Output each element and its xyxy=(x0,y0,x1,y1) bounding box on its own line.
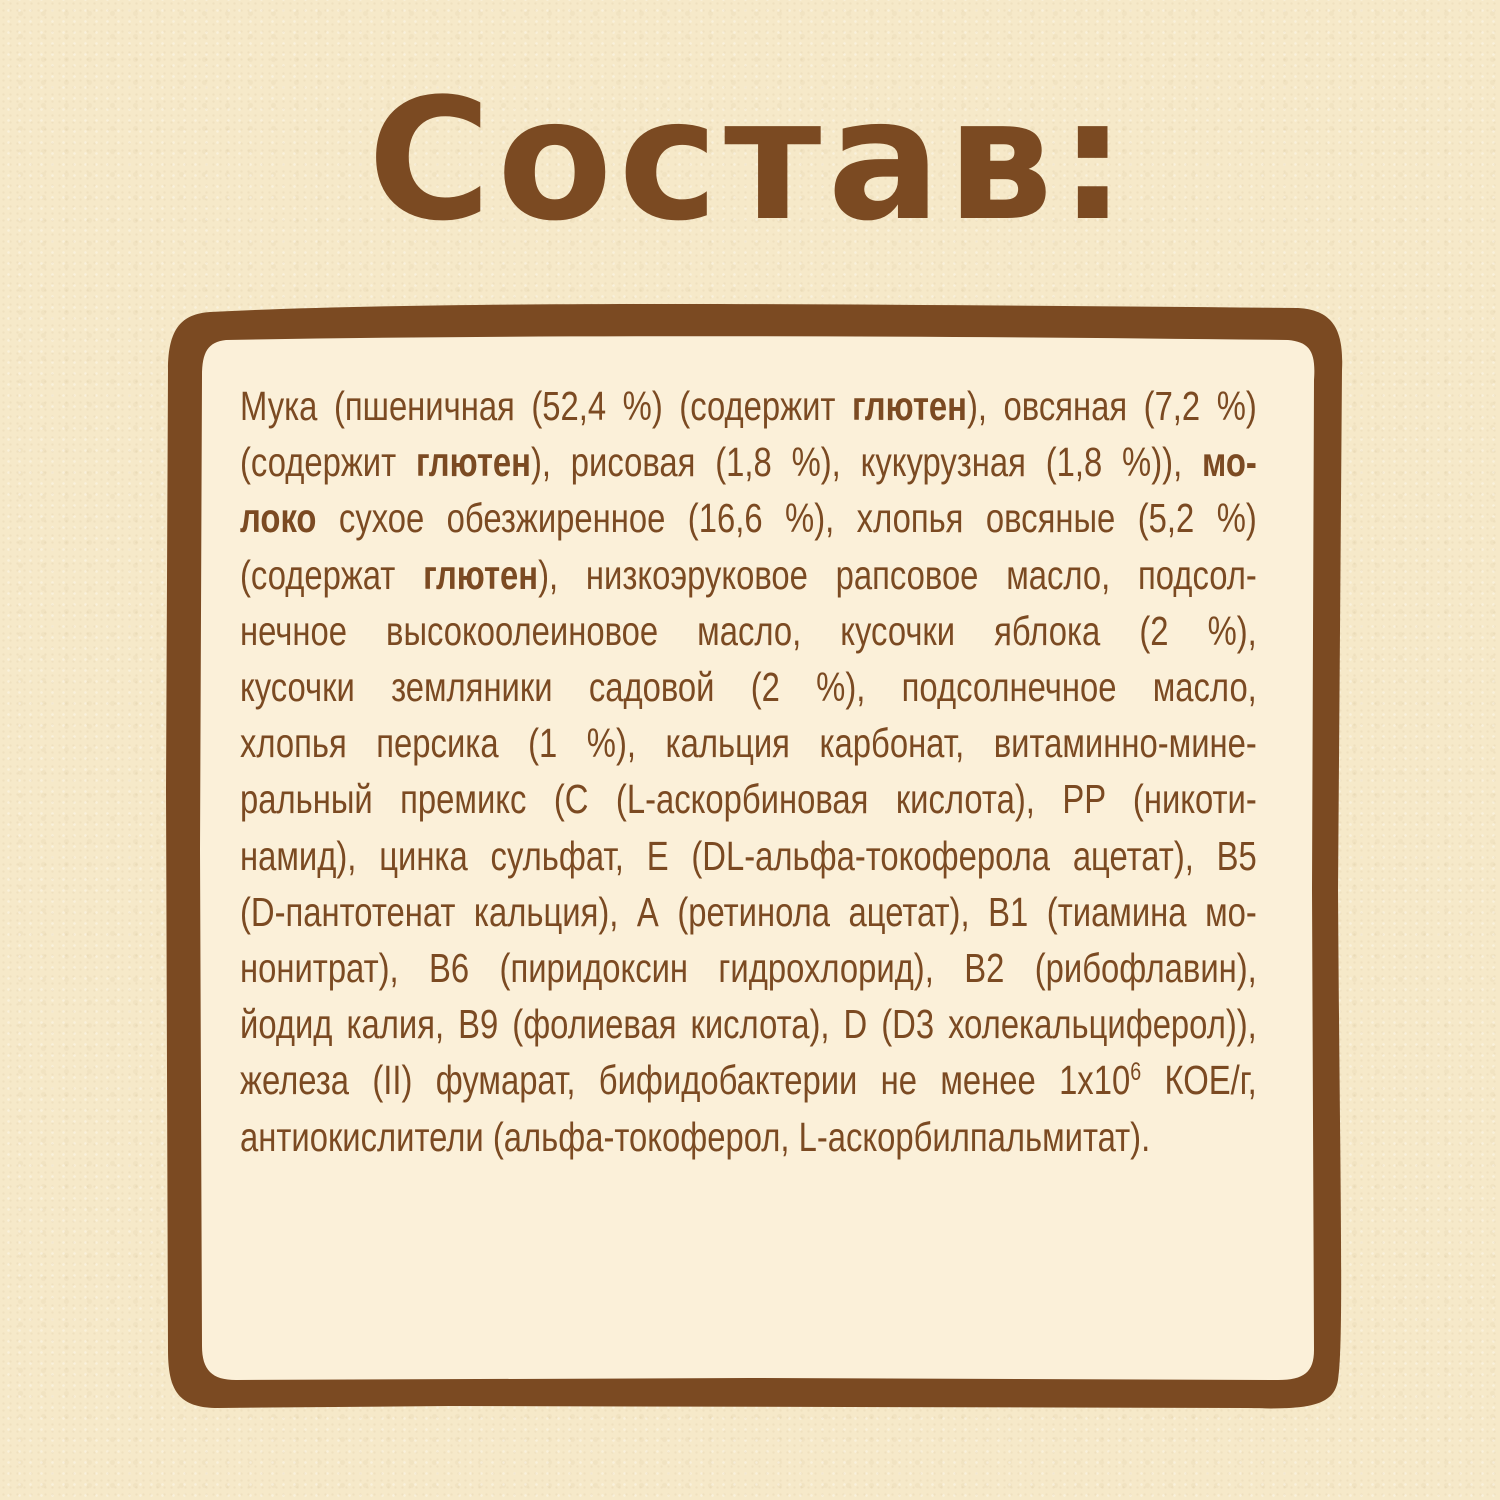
ingredient-text-segment: антиокислители (альфа-токоферол, L-аскорбилпальмитат). xyxy=(240,1113,1151,1160)
exponent: 6 xyxy=(1130,1059,1142,1087)
ingredient-text-segment: Мука (пшеничная (52,4 %) (содержит xyxy=(240,383,852,429)
ingredient-text-segment: нечное высокоолеиновое масло, кусочки яблока (2 %), xyxy=(240,607,1257,654)
allergen-highlight: глютен xyxy=(415,439,531,486)
ingredient-text-segment: сухое обезжиренное (16,6 %), хлопья овсяные (5,2 %) xyxy=(316,495,1257,542)
allergen-highlight: глютен xyxy=(423,551,539,598)
ingredient-line xyxy=(240,771,1257,827)
ingredient-text-segment: нонитрат), В6 (пиридоксин гидрохлорид), В2 (рибофлавин), xyxy=(240,945,1257,992)
ingredient-text-segment: намид), цинка сульфат, Е (DL-альфа-токоферола ацетат), В5 xyxy=(240,832,1257,879)
ingredient-text-segment: йодид калия, В9 (фолиевая кислота), D (D3 холекальциферол)), xyxy=(240,1001,1257,1048)
ingredient-text-segment: железа (II) фумарат, бифидобактерии не менее 1х10 xyxy=(240,1057,1131,1104)
ingredient-line xyxy=(240,940,1257,996)
ingredient-line xyxy=(240,378,1257,434)
ingredient-text-segment: (содержит xyxy=(240,439,416,486)
page-title: Состав: xyxy=(367,62,1133,258)
ingredients-text xyxy=(240,378,1257,1165)
ingredient-line xyxy=(240,884,1257,940)
ingredient-line xyxy=(240,659,1257,715)
ingredient-text-segment: ральный премикс (С (L-аскорбиновая кислота), PP (никоти- xyxy=(240,776,1257,823)
ingredient-line xyxy=(240,828,1257,884)
ingredient-line xyxy=(240,1052,1257,1108)
ingredient-text-segment: (D-пантотенат кальция), А (ретинола ацетат), В1 (тиамина мо- xyxy=(240,888,1257,935)
ingredient-line xyxy=(240,715,1257,771)
ingredient-text-segment: ), рисовая (1,8 %), кукурузная (1,8 %)), xyxy=(530,439,1203,486)
allergen-highlight: локо xyxy=(240,495,317,542)
ingredient-text-segment: ), низкоэруковое рапсовое масло, подсол- xyxy=(538,551,1257,598)
ingredient-line xyxy=(240,996,1257,1052)
ingredient-text-segment: хлопья персика (1 %), кальция карбонат, витаминно-мине- xyxy=(240,720,1257,767)
ingredient-line xyxy=(240,603,1257,659)
ingredient-text-segment: КОЕ/г, xyxy=(1141,1057,1257,1104)
ingredient-line xyxy=(240,547,1257,603)
allergen-highlight: мо- xyxy=(1202,439,1257,486)
ingredient-line xyxy=(240,490,1257,546)
ingredient-line xyxy=(240,434,1257,490)
allergen-highlight: глютен xyxy=(851,383,967,429)
ingredient-text-segment: кусочки земляники садовой (2 %), подсолнечное масло, xyxy=(240,664,1257,711)
ingredient-text-segment: ), овсяная (7,2 %) xyxy=(966,383,1257,429)
ingredient-text-segment: (содержат xyxy=(240,551,424,598)
ingredient-line xyxy=(240,1109,1257,1165)
